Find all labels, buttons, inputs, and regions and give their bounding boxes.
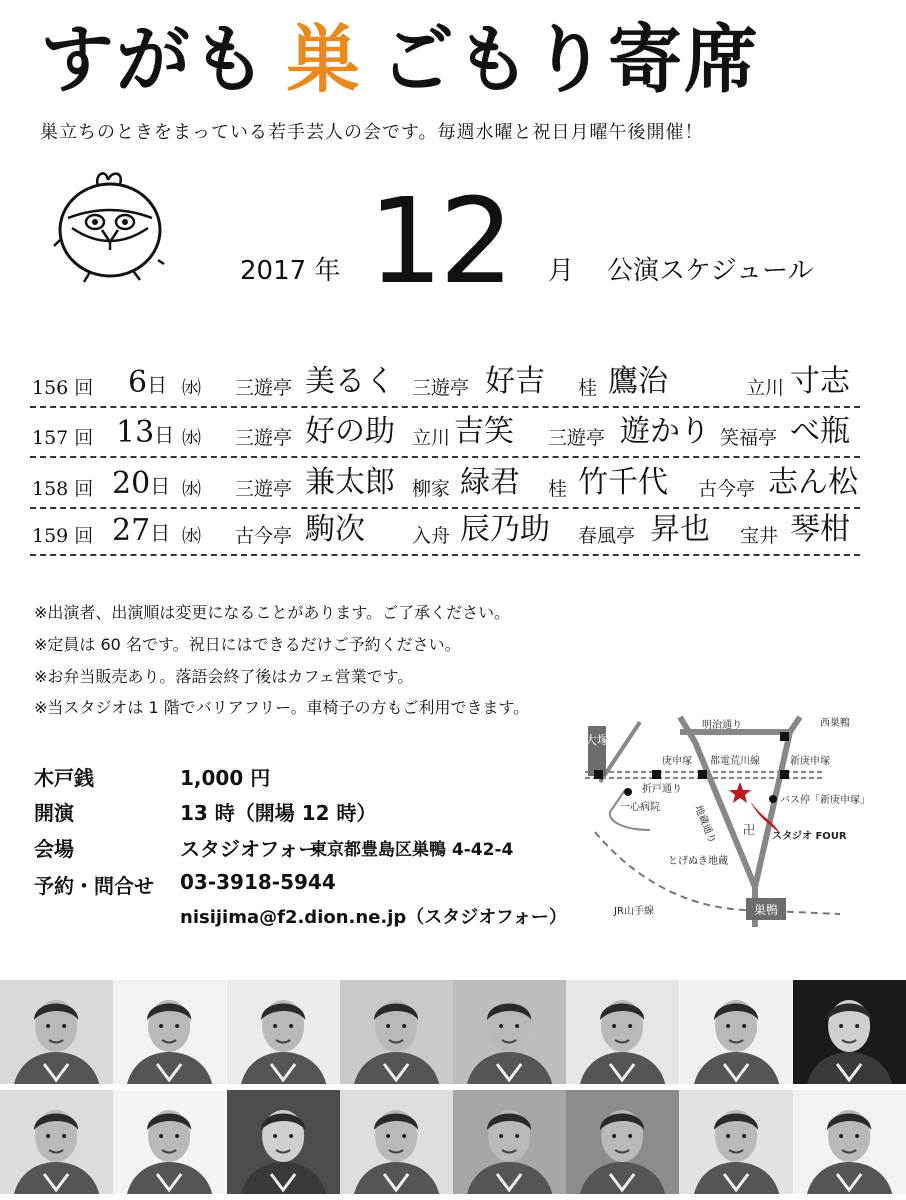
map-label-shin-koshinzuka: 新庚申塚 bbox=[790, 756, 830, 767]
performer-photo bbox=[566, 980, 679, 1084]
map-road bbox=[790, 717, 800, 732]
row-divider bbox=[30, 507, 860, 509]
performer-photos-row bbox=[0, 1090, 906, 1194]
map-label-orido-dori: 折戸通り bbox=[642, 784, 682, 795]
performer-prefix: 春風亭 bbox=[578, 525, 636, 547]
performer-name: 美るく bbox=[305, 364, 395, 399]
performer-prefix: 三遊亭 bbox=[235, 427, 293, 449]
nest-bird-logo bbox=[50, 168, 170, 298]
note-line: ※定員は 60 名です。祝日にはできるだけご予約ください。 bbox=[34, 635, 461, 654]
map-label-jr-yamanote: JR山手線 bbox=[614, 906, 654, 917]
venue-name: スタジオフォー bbox=[180, 837, 319, 861]
schedule-month-number: 12 bbox=[368, 172, 511, 310]
title-nest-character: 巣 bbox=[286, 17, 362, 103]
show-weekday: ㈬ bbox=[182, 427, 202, 449]
note-line: ※お弁当販売あり。落語会終了後はカフェ営業です。 bbox=[34, 667, 414, 686]
jr-line bbox=[595, 832, 840, 914]
performer-photo bbox=[680, 980, 793, 1084]
performer-name: 緑君 bbox=[460, 465, 520, 500]
stop-marker bbox=[652, 770, 661, 779]
schedule-row bbox=[30, 463, 860, 505]
performer-photo bbox=[793, 1090, 906, 1194]
note-line: ※当スタジオは 1 階でバリアフリー。車椅子の方もご利用できます。 bbox=[34, 698, 530, 717]
performer-name: 好の助 bbox=[305, 414, 395, 449]
stop-marker bbox=[780, 732, 789, 741]
performer-name: 好吉 bbox=[485, 364, 545, 399]
map-label-meiji-dori: 明治通り bbox=[702, 720, 742, 731]
map-label-toden-arakawa: 都電荒川線 bbox=[710, 756, 760, 767]
performer-prefix: 桂 bbox=[548, 478, 568, 500]
schedule-row bbox=[30, 362, 860, 404]
contact-phone: 03-3918-5944 bbox=[180, 870, 336, 894]
performer-prefix: 三遊亭 bbox=[548, 427, 606, 449]
stop-marker bbox=[698, 770, 707, 779]
performer-photo bbox=[0, 980, 113, 1084]
schedule-row bbox=[30, 510, 860, 552]
show-number: 156 回 bbox=[32, 377, 94, 399]
start-time-value: 13 時（開場 12 時） bbox=[180, 801, 377, 825]
performer-name: 辰乃助 bbox=[460, 512, 550, 547]
performer-prefix: 古今亭 bbox=[698, 478, 756, 500]
performer-name: 琴柑 bbox=[790, 512, 850, 547]
performer-prefix: 立川 bbox=[746, 377, 785, 399]
performer-prefix: 桂 bbox=[578, 377, 598, 399]
performer-name: 鷹治 bbox=[608, 364, 668, 399]
stop-marker bbox=[594, 770, 603, 779]
show-number: 158 回 bbox=[32, 478, 94, 500]
stop-marker bbox=[780, 770, 789, 779]
show-day: 6日 bbox=[128, 365, 168, 400]
temple-icon: 卍 bbox=[743, 823, 756, 837]
performer-name: 駒次 bbox=[305, 512, 365, 547]
map-label-studio: スタジオ FOUR bbox=[772, 831, 847, 842]
performer-name: べ瓶 bbox=[790, 414, 850, 449]
hospital-marker bbox=[624, 788, 632, 796]
map-label-togenuki: とげぬき地蔵 bbox=[668, 856, 728, 867]
show-day: 20日 bbox=[112, 466, 171, 501]
map-label-otsuka: 大塚 bbox=[584, 733, 610, 747]
performer-prefix: 入舟 bbox=[412, 525, 451, 547]
performer-photo bbox=[566, 1090, 679, 1194]
performer-photo bbox=[793, 980, 906, 1084]
performer-prefix: 立川 bbox=[412, 427, 451, 449]
title-part-gomori-yose: ごもり寄席 bbox=[380, 17, 760, 103]
performer-photo bbox=[340, 1090, 453, 1194]
performer-photo bbox=[113, 1090, 226, 1194]
performer-photo bbox=[227, 1090, 340, 1194]
subtitle: 巣立ちのときをまっている若手芸人の会です。毎週水曜と祝日月曜午後開催！ bbox=[40, 122, 704, 143]
price-value: 1,000 円 bbox=[180, 766, 271, 790]
performer-prefix: 三遊亭 bbox=[235, 377, 293, 399]
schedule-row bbox=[30, 412, 860, 454]
contact-label: 予約・問合せ bbox=[34, 874, 154, 898]
map-label-jizo-dori: 地蔵通り bbox=[692, 804, 718, 846]
map-label-hospital: 一心病院 bbox=[620, 802, 660, 813]
show-day: 13日 bbox=[116, 415, 175, 450]
venue-label: 会場 bbox=[34, 837, 74, 861]
performer-photos-row bbox=[0, 980, 906, 1084]
venue-star-icon bbox=[729, 782, 751, 803]
show-weekday: ㈬ bbox=[182, 525, 202, 547]
row-divider bbox=[30, 554, 860, 556]
map-label-sugamo: 巣鴨 bbox=[753, 903, 779, 917]
performer-name: 吉笑 bbox=[454, 414, 514, 449]
map-label-koshinzuka: 庚申塚 bbox=[662, 756, 692, 767]
performer-photo bbox=[227, 980, 340, 1084]
row-divider bbox=[30, 406, 860, 408]
show-weekday: ㈬ bbox=[182, 478, 202, 500]
show-number: 157 回 bbox=[32, 427, 94, 449]
performer-photo bbox=[453, 980, 566, 1084]
performer-name: 寸志 bbox=[790, 364, 850, 399]
map-label-bus-stop: バス停「新庚申塚」 bbox=[780, 795, 870, 806]
row-divider bbox=[30, 456, 860, 458]
schedule-year: 2017 年 bbox=[240, 256, 341, 286]
show-weekday: ㈬ bbox=[182, 377, 202, 399]
price-label: 木戸銭 bbox=[34, 766, 94, 790]
performer-photo bbox=[453, 1090, 566, 1194]
performer-photo bbox=[113, 980, 226, 1084]
contact-email: nisijima@f2.dion.ne.jp（スタジオフォー） bbox=[180, 907, 567, 928]
note-line: ※出演者、出演順は変更になることがあります。ご了承ください。 bbox=[34, 603, 511, 622]
show-day: 27日 bbox=[112, 513, 171, 548]
performer-prefix: 笑福亭 bbox=[720, 427, 778, 449]
access-map bbox=[580, 712, 900, 932]
performer-photo bbox=[680, 1090, 793, 1194]
performer-prefix: 古今亭 bbox=[235, 525, 293, 547]
show-number: 159 回 bbox=[32, 525, 94, 547]
venue-address: 東京都豊島区巣鴨 4-42-4 bbox=[310, 840, 514, 860]
map-label-nishisugamo: 西巣鴨 bbox=[820, 718, 850, 729]
performer-name: 兼太郎 bbox=[305, 465, 395, 500]
performer-photo bbox=[0, 1090, 113, 1194]
performer-prefix: 宝井 bbox=[740, 525, 779, 547]
performer-prefix: 三遊亭 bbox=[235, 478, 293, 500]
start-time-label: 開演 bbox=[34, 801, 74, 825]
performer-prefix: 柳家 bbox=[412, 478, 451, 500]
poster-title bbox=[40, 4, 760, 104]
performer-name: 志ん松 bbox=[768, 465, 858, 500]
performer-photo bbox=[340, 980, 453, 1084]
title-part-sugamo: すがも bbox=[40, 17, 268, 103]
bus-stop-marker bbox=[769, 795, 777, 803]
schedule-month-suffix: 月 bbox=[548, 256, 575, 286]
schedule-title: 公演スケジュール bbox=[607, 256, 814, 286]
performer-name: 昇也 bbox=[650, 512, 710, 547]
performer-name: 竹千代 bbox=[578, 465, 668, 500]
performer-name: 遊かり bbox=[620, 414, 710, 449]
performer-prefix: 三遊亭 bbox=[412, 377, 470, 399]
